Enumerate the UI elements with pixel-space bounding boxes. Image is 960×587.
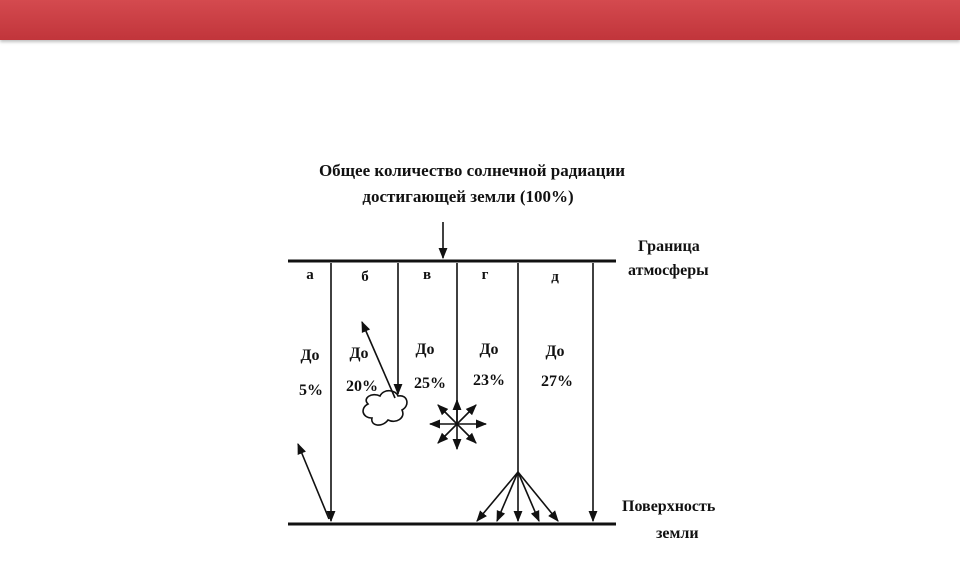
column-percent-v: 25% [414, 375, 446, 392]
column-upto-a: До [300, 347, 320, 364]
column-letter-g: г [481, 267, 489, 283]
column-letter-d: д [551, 269, 559, 285]
column-percent-d: 27% [541, 373, 573, 390]
column-upto-v: До [415, 341, 435, 358]
atmosphere-boundary-label-line2: атмосферы [628, 262, 709, 279]
column-upto-b: До [349, 345, 369, 362]
diffuse-fan-arrows [477, 472, 558, 521]
column-letter-a: а [306, 267, 314, 283]
column-a-reflected-arrow [298, 444, 329, 519]
diagram-title-line1: Общее количество солнечной радиации [318, 161, 626, 180]
cloud-icon [363, 391, 407, 425]
earth-surface-label-line1: Поверхность [622, 498, 716, 515]
scattering-star-icon [430, 400, 486, 449]
diagram-title-line2: достигающей земли (100%) [362, 187, 574, 206]
atmosphere-boundary-label-line1: Граница [638, 238, 700, 255]
earth-surface-label-line2: земли [656, 525, 699, 542]
column-percent-b: 20% [346, 378, 378, 395]
column-upto-d: До [545, 343, 565, 360]
column-letter-b: б [361, 269, 369, 285]
column-letter-v: в [422, 267, 432, 283]
column-percent-a: 5% [299, 382, 323, 399]
column-percent-g: 23% [473, 372, 505, 389]
column-upto-g: До [479, 341, 499, 358]
